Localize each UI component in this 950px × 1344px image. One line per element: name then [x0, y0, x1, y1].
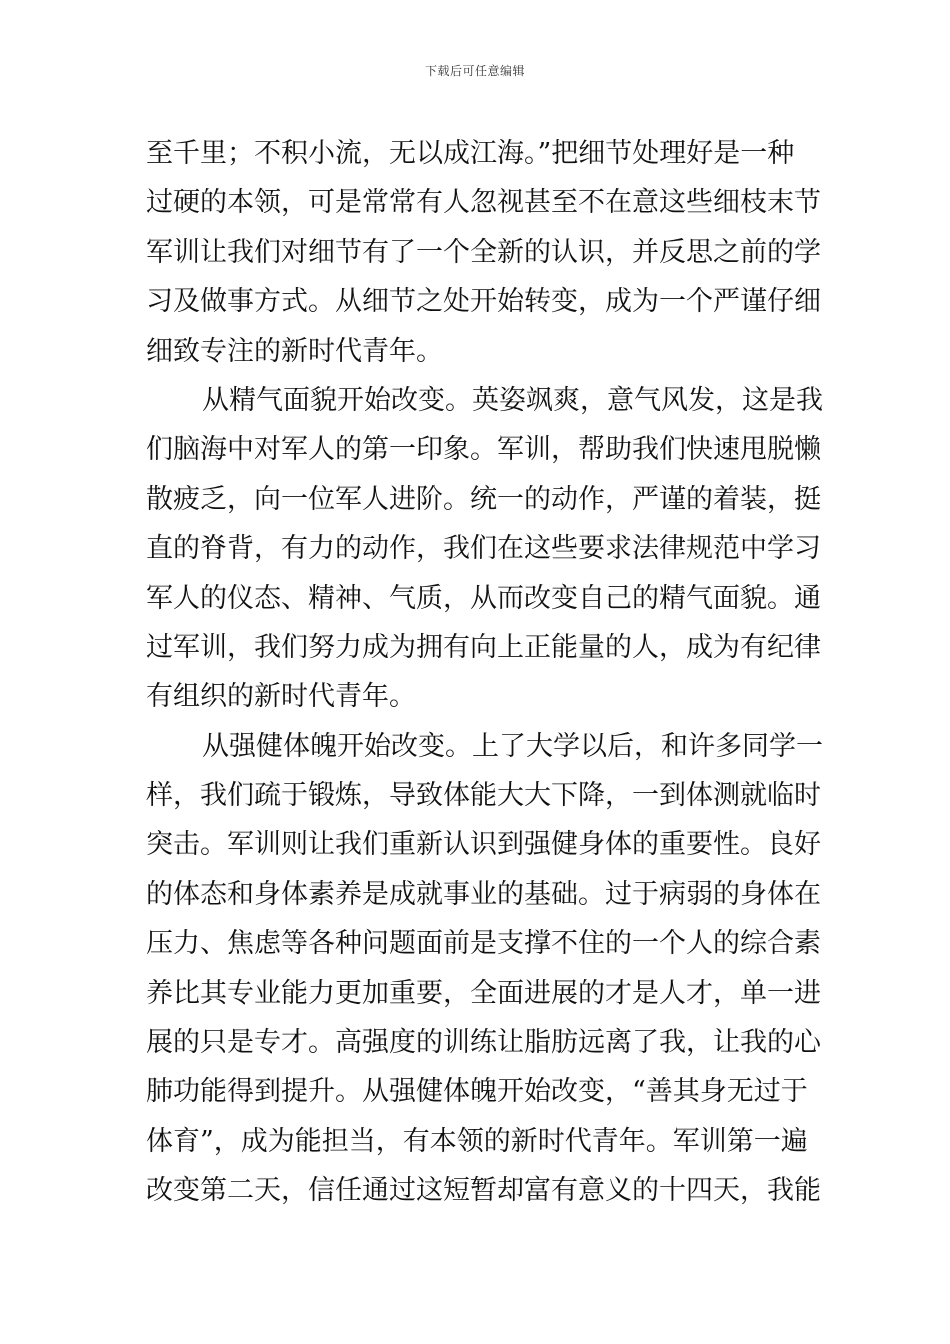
- text-line: 过硬的本领，可是常常有人忽视甚至不在意这些细枝末节: [146, 187, 821, 219]
- page-header: 下载后可任意编辑: [424, 64, 525, 78]
- paragraph-first-line: 从强健体魄开始改变。上了大学以后，和许多同学一: [202, 730, 823, 762]
- paragraph-first-line: 从精气面貌开始改变。英姿飒爽，意气风发，这是我: [202, 384, 823, 416]
- text-line: 至千里；不积小流，无以成江海。”把细节处理好是一种: [146, 138, 795, 169]
- text-line: 肺功能得到提升。从强健体魄开始改变，“善其身无过于: [146, 1076, 808, 1108]
- text-line: 的体态和身体素养是成就事业的基础。过于病弱的身体在: [146, 878, 821, 910]
- text-line: 展的只是专才。高强度的训练让脂肪远离了我，让我的心: [146, 1027, 821, 1059]
- text-line: 压力、焦虑等各种问题面前是支撑不住的一个人的综合素: [146, 928, 821, 960]
- text-line: 样，我们疏于锻炼，导致体能大大下降，一到体测就临时: [146, 780, 821, 812]
- text-line: 散疲乏，向一位军人进阶。统一的动作，严谨的着装，挺: [146, 483, 821, 515]
- text-line: 习及做事方式。从细节之处开始转变，成为一个严谨仔细: [146, 286, 821, 318]
- text-line: 改变第二天，信任通过这短暂却富有意义的十四天，我能: [146, 1175, 821, 1207]
- text-line: 有组织的新时代青年。: [146, 681, 416, 713]
- text-line: 过军训，我们努力成为拥有向上正能量的人，成为有纪律: [146, 631, 821, 663]
- text-line: 体育”，成为能担当，有本领的新时代青年。军训第一遍: [146, 1125, 808, 1157]
- text-line: 细致专注的新时代青年。: [146, 335, 443, 367]
- body-text: [146, 129, 823, 1216]
- text-line: 军人的仪态、精神、气质，从而改变自己的精气面貌。通: [146, 582, 821, 614]
- text-line: 直的脊背，有力的动作，我们在这些要求法律规范中学习: [146, 533, 821, 565]
- text-line: 突击。军训则让我们重新认识到强健身体的重要性。良好: [146, 829, 821, 861]
- text-line: 们脑海中对军人的第一印象。军训，帮助我们快速甩脱懒: [146, 434, 821, 466]
- text-line: 军训让我们对细节有了一个全新的认识，并反思之前的学: [146, 236, 821, 268]
- text-line: 养比其专业能力更加重要，全面进展的才是人才，单一进: [146, 977, 821, 1009]
